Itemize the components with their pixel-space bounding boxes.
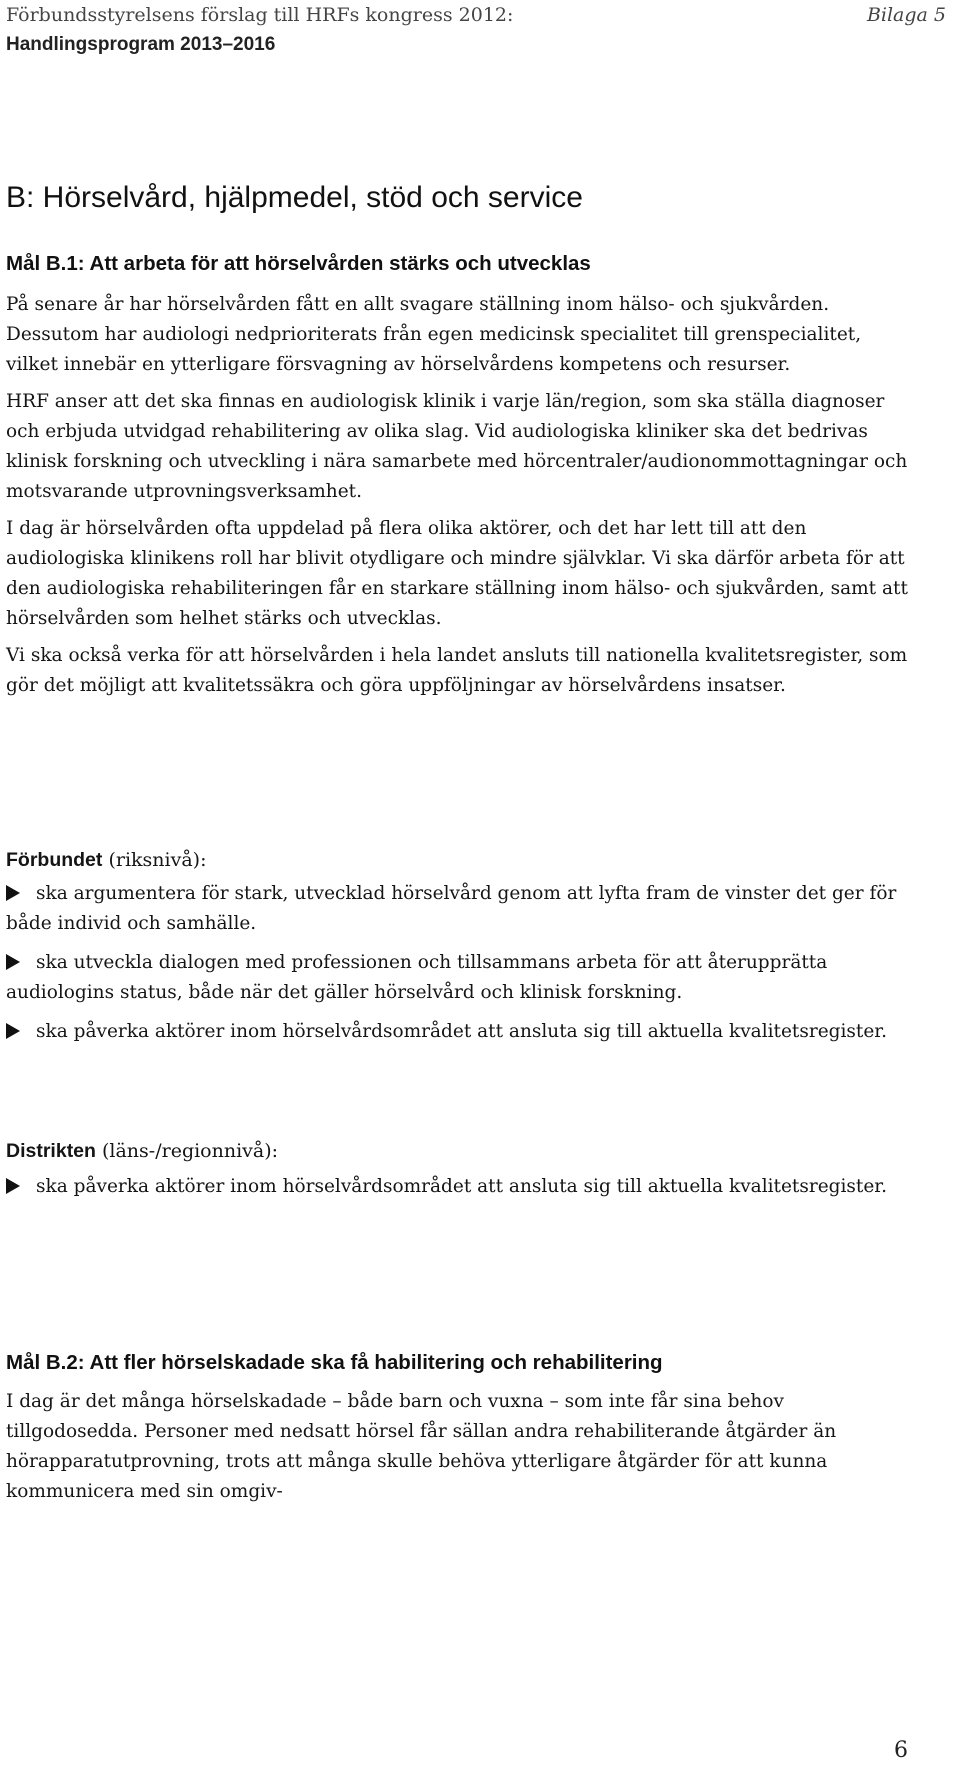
distrikten-heading: [6, 1136, 278, 1166]
page-number: 6: [894, 1738, 908, 1763]
distrikten-list: [6, 1172, 908, 1211]
list-item: [6, 879, 908, 939]
forbundet-list: [6, 879, 908, 1056]
list-item-text: ska påverka aktörer inom hörselvårdsområdet att ansluta sig till aktuella kvalitetsregister.: [36, 1021, 887, 1042]
list-item-text: ska utveckla dialogen med professionen och tillsammans arbeta för att återupprätta audiologins status, både när det gäller hörselvård och klinisk forskning.: [6, 952, 828, 1003]
triangle-bullet-icon: [6, 1023, 20, 1039]
distrikten-label: Distrikten: [6, 1140, 96, 1162]
forbundet-label: Förbundet: [6, 849, 103, 871]
paragraph: HRF anser att det ska finnas en audiologisk klinik i varje län/region, som ska ställa diagnoser och erbjuda utvidgad rehabilitering av olika slag. Vid audiologiska kliniker ska det bedrivas klinisk forskning och utveckling i nära samarbete med hörcentraler/audionommottagningar och motsvarande utprovningsverksamhet.: [6, 391, 908, 502]
goal-b2-body: [6, 1387, 908, 1514]
list-item-text: ska argumentera för stark, utvecklad hörselvård genom att lyfta fram de vinster det ger för både individ och samhälle.: [6, 883, 897, 934]
paragraph: På senare år har hörselvården fått en allt svagare ställning inom hälso- och sjukvården. Dessutom har audiologi nedprioriterats från egen medicinsk specialitet till grenspecialitet, vilket innebär en ytterligare försvagning av hörselvårdens kompetens och resurser.: [6, 294, 862, 375]
list-item-text: ska påverka aktörer inom hörselvårdsområdet att ansluta sig till aktuella kvalitetsregister.: [36, 1176, 887, 1197]
triangle-bullet-icon: [6, 1178, 20, 1194]
paragraph: I dag är hörselvården ofta uppdelad på flera olika aktörer, och det har lett till att den audiologiska klinikens roll har blivit otydligare och mindre självklar. Vi ska därför arbeta för att den audiologiska rehabiliteringen får en starkare ställning inom hälso- och sjukvården, samt att hörselvården som helhet stärks och utvecklas.: [6, 518, 908, 629]
list-item: [6, 948, 908, 1008]
forbundet-heading: [6, 845, 206, 875]
section-heading: B: Hörselvård, hjälpmedel, stöd och service: [6, 181, 583, 214]
distrikten-level: (läns-/regionnivå):: [95, 1140, 279, 1162]
header-program: Handlingsprogram 2013–2016: [6, 34, 276, 55]
paragraph: Vi ska också verka för att hörselvården i hela landet ansluts till nationella kvalitetsregister, som gör det möjligt att kvalitetssäkra och göra uppföljningar av hörselvårdens insatser.: [6, 645, 908, 696]
list-item: [6, 1017, 908, 1047]
forbundet-level: (riksnivå):: [102, 849, 207, 871]
paragraph: I dag är det många hörselskadade – både barn och vuxna – som inte får sina behov tillgodosedda. Personer med nedsatt hörsel får sällan andra rehabiliterande åtgärder än hörapparatutprovning, trots att många skulle behöva ytterligare åtgärder för att kunna kommunicera med sin omgiv-: [6, 1391, 837, 1502]
goal-b2-heading: Mål B.2: Att fler hörselskadade ska få habilitering och rehabilitering: [6, 1351, 663, 1374]
goal-b1-heading: Mål B.1: Att arbeta för att hörselvården stärks och utvecklas: [6, 252, 591, 275]
triangle-bullet-icon: [6, 885, 20, 901]
header-title: Förbundsstyrelsens förslag till HRFs kongress 2012:: [6, 4, 514, 26]
header-bilaga: Bilaga 5: [866, 4, 946, 26]
triangle-bullet-icon: [6, 954, 20, 970]
goal-b1-body: [6, 290, 908, 708]
list-item: [6, 1172, 908, 1202]
